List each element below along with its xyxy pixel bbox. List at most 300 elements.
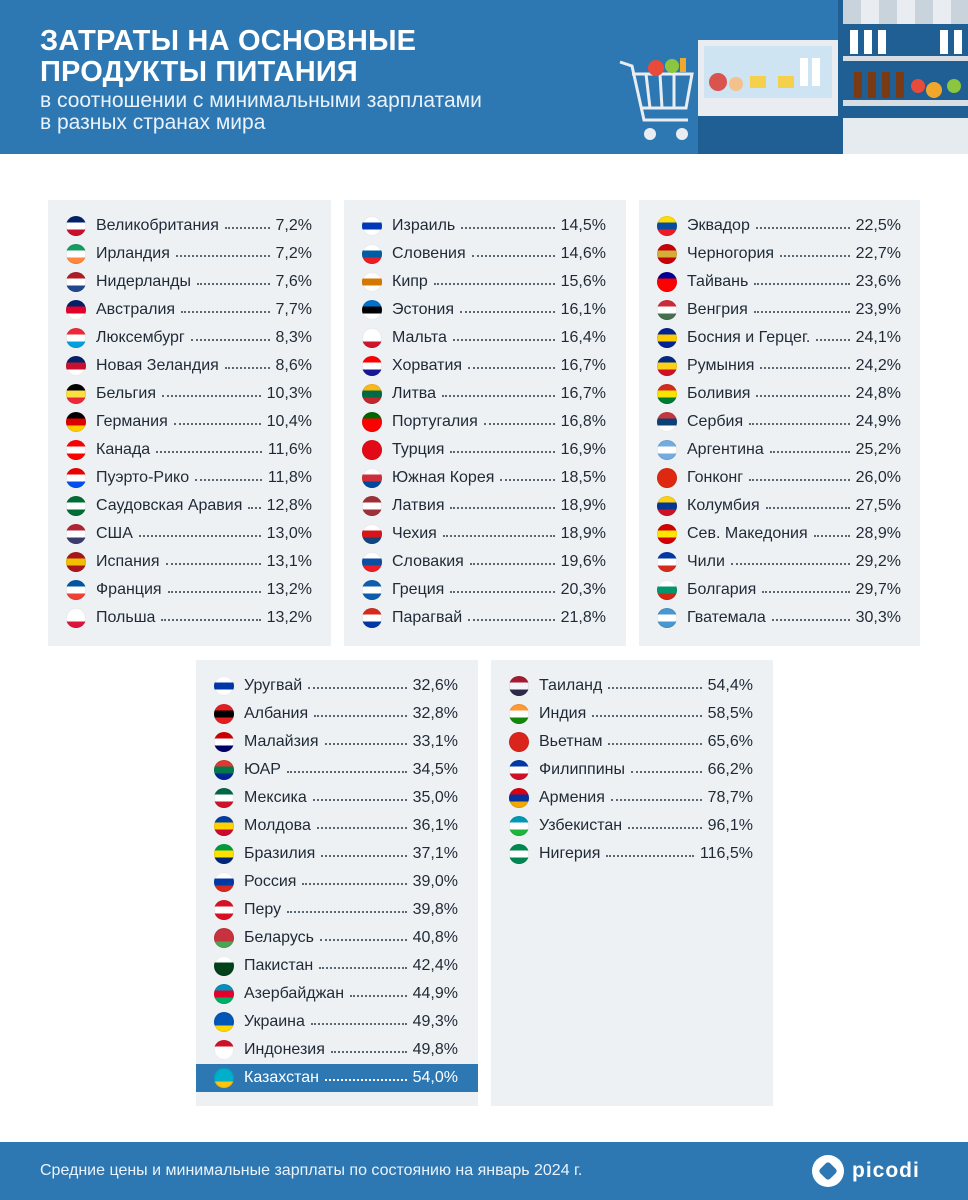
cost-percentage: 13,1% (266, 553, 312, 570)
country-name: Эстония (392, 301, 454, 318)
cost-percentage: 40,8% (412, 929, 458, 946)
country-row (66, 606, 312, 630)
country-row (509, 814, 753, 838)
country-list-panel-1 (48, 200, 331, 646)
country-name: Канада (96, 441, 151, 458)
cost-percentage: 18,9% (560, 525, 606, 542)
country-name: Перу (244, 901, 282, 918)
cost-percentage: 11,6% (267, 441, 312, 458)
dot-leader (443, 535, 555, 537)
cost-percentage: 20,3% (560, 581, 606, 598)
dot-leader (350, 995, 407, 997)
title-line-1: ЗАТРАТЫ НА ОСНОВНЫЕ (40, 25, 417, 57)
country-name: Сербия (687, 413, 744, 430)
country-name: Польша (96, 609, 156, 626)
cost-percentage: 7,2% (275, 217, 312, 234)
country-flag-icon (66, 552, 86, 572)
cost-percentage: 23,6% (855, 273, 901, 290)
country-name: Боливия (687, 385, 751, 402)
country-name: Израиль (392, 217, 456, 234)
dot-leader (756, 395, 849, 397)
country-row (362, 522, 606, 546)
country-list-panel-3 (639, 200, 920, 646)
dot-leader (191, 339, 270, 341)
country-flag-icon (66, 356, 86, 376)
country-name: Германия (96, 413, 168, 430)
country-flag-icon (66, 468, 86, 488)
country-flag-icon (214, 676, 234, 696)
country-row (362, 270, 606, 294)
country-row (66, 326, 312, 350)
country-flag-icon (66, 524, 86, 544)
country-name: Аргентина (687, 441, 764, 458)
country-name: Албания (244, 705, 309, 722)
dot-leader (225, 367, 270, 369)
country-name: Тайвань (687, 273, 749, 290)
dot-leader (320, 939, 407, 941)
dot-leader (814, 535, 850, 537)
country-name: Франция (96, 581, 162, 598)
country-row (509, 842, 753, 866)
country-row (66, 298, 312, 322)
country-name: Венгрия (687, 301, 748, 318)
dot-leader (450, 451, 554, 453)
cost-percentage: 13,2% (266, 581, 312, 598)
country-flag-icon (657, 496, 677, 516)
country-row (66, 466, 312, 490)
cost-percentage: 12,8% (266, 497, 312, 514)
country-row (196, 1064, 478, 1092)
cost-percentage: 16,4% (560, 329, 606, 346)
country-flag-icon (214, 1068, 234, 1088)
country-name: Пуэрто-Рико (96, 469, 190, 486)
country-row (214, 674, 458, 698)
dot-leader (450, 507, 554, 509)
dot-leader (450, 591, 554, 593)
dot-leader (225, 227, 270, 229)
country-row (214, 1038, 458, 1062)
dot-leader (484, 423, 555, 425)
picodi-logo-text: picodi (852, 1159, 920, 1182)
country-row (509, 702, 753, 726)
country-name: Бразилия (244, 845, 316, 862)
country-name: Узбекистан (539, 817, 623, 834)
country-flag-icon (362, 608, 382, 628)
header-banner (0, 0, 968, 154)
country-flag-icon (214, 984, 234, 1004)
country-list-panel-5 (491, 660, 773, 1106)
cost-percentage: 16,1% (560, 301, 606, 318)
cost-percentage: 24,1% (855, 329, 901, 346)
country-row (509, 786, 753, 810)
country-name: Азербайджан (244, 985, 345, 1002)
country-name: Парагвай (392, 609, 463, 626)
country-row (214, 702, 458, 726)
country-name: Мальта (392, 329, 447, 346)
cost-percentage: 29,7% (855, 581, 901, 598)
dot-leader (248, 507, 260, 509)
country-row (66, 242, 312, 266)
country-flag-icon (214, 732, 234, 752)
cost-percentage: 16,7% (560, 357, 606, 374)
cost-percentage: 16,7% (560, 385, 606, 402)
cost-percentage: 24,8% (855, 385, 901, 402)
country-row (657, 438, 901, 462)
country-name: Армения (539, 789, 605, 806)
country-flag-icon (509, 704, 529, 724)
country-row (214, 758, 458, 782)
cost-percentage: 24,9% (855, 413, 901, 430)
country-name: Вьетнам (539, 733, 603, 750)
country-row (214, 786, 458, 810)
dot-leader (442, 395, 555, 397)
country-flag-icon (66, 216, 86, 236)
country-flag-icon (214, 816, 234, 836)
country-row (362, 606, 606, 630)
country-flag-icon (657, 216, 677, 236)
dot-leader (319, 967, 406, 969)
country-name: Чили (687, 553, 725, 570)
country-flag-icon (362, 300, 382, 320)
cost-percentage: 27,5% (855, 497, 901, 514)
country-flag-icon (66, 580, 86, 600)
dot-leader (592, 715, 701, 717)
country-name: Португалия (392, 413, 478, 430)
country-row (362, 550, 606, 574)
country-flag-icon (657, 608, 677, 628)
country-flag-icon (362, 244, 382, 264)
country-flag-icon (362, 496, 382, 516)
dot-leader (325, 1079, 407, 1081)
dot-leader (311, 1023, 407, 1025)
country-flag-icon (657, 356, 677, 376)
dot-leader (321, 855, 406, 857)
country-name: Мексика (244, 789, 307, 806)
country-row (362, 354, 606, 378)
country-flag-icon (657, 552, 677, 572)
country-name: Австралия (96, 301, 176, 318)
country-flag-icon (509, 844, 529, 864)
country-name: Греция (392, 581, 445, 598)
dot-leader (461, 227, 554, 229)
country-flag-icon (66, 440, 86, 460)
country-row (657, 410, 901, 434)
cost-percentage: 8,3% (275, 329, 312, 346)
country-flag-icon (362, 328, 382, 348)
country-name: США (96, 525, 133, 542)
country-row (362, 466, 606, 490)
country-row (657, 606, 901, 630)
country-row (66, 214, 312, 238)
country-row (66, 578, 312, 602)
country-row (362, 214, 606, 238)
country-name: Россия (244, 873, 297, 890)
cost-percentage: 10,3% (266, 385, 312, 402)
country-row (509, 730, 753, 754)
country-flag-icon (657, 272, 677, 292)
country-row (362, 438, 606, 462)
cost-percentage: 37,1% (412, 845, 458, 862)
dot-leader (468, 367, 555, 369)
country-flag-icon (362, 524, 382, 544)
cost-percentage: 34,5% (412, 761, 458, 778)
country-name: Болгария (687, 581, 757, 598)
country-row (657, 550, 901, 574)
country-name: Литва (392, 385, 436, 402)
country-row (657, 298, 901, 322)
cost-percentage: 18,9% (560, 497, 606, 514)
country-row (657, 466, 901, 490)
country-flag-icon (214, 900, 234, 920)
dot-leader (816, 339, 849, 341)
country-flag-icon (657, 244, 677, 264)
country-flag-icon (657, 412, 677, 432)
cost-percentage: 14,6% (560, 245, 606, 262)
country-flag-icon (657, 328, 677, 348)
country-name: Гватемала (687, 609, 766, 626)
cost-percentage: 78,7% (707, 789, 753, 806)
country-flag-icon (66, 300, 86, 320)
dot-leader (631, 771, 702, 773)
dot-leader (156, 451, 262, 453)
country-flag-icon (66, 272, 86, 292)
dot-leader (453, 339, 555, 341)
dot-leader (472, 255, 555, 257)
country-flag-icon (214, 1040, 234, 1060)
dot-leader (760, 367, 849, 369)
country-name: Гонконг (687, 469, 744, 486)
country-name: Великобритания (96, 217, 219, 234)
title-line-2: ПРОДУКТЫ ПИТАНИЯ (40, 56, 358, 88)
dot-leader (174, 423, 261, 425)
country-name: Южная Корея (392, 469, 495, 486)
dot-leader (606, 855, 694, 857)
cost-percentage: 32,8% (412, 705, 458, 722)
country-flag-icon (509, 816, 529, 836)
country-flag-icon (214, 844, 234, 864)
cost-percentage: 44,9% (412, 985, 458, 1002)
cost-percentage: 29,2% (855, 553, 901, 570)
country-row (66, 550, 312, 574)
country-flag-icon (657, 524, 677, 544)
cost-percentage: 22,5% (855, 217, 901, 234)
cost-percentage: 54,0% (412, 1069, 458, 1086)
dot-leader (762, 591, 849, 593)
page-title (40, 26, 416, 88)
cost-percentage: 14,5% (560, 217, 606, 234)
country-name: Турция (392, 441, 445, 458)
country-row (657, 354, 901, 378)
cost-percentage: 35,0% (412, 789, 458, 806)
dot-leader (161, 619, 260, 621)
country-row (66, 270, 312, 294)
dot-leader (780, 255, 850, 257)
country-flag-icon (509, 760, 529, 780)
dot-leader (434, 283, 555, 285)
country-name: Нигерия (539, 845, 601, 862)
cost-percentage: 33,1% (412, 733, 458, 750)
country-row (657, 242, 901, 266)
dot-leader (166, 563, 261, 565)
country-row (657, 578, 901, 602)
cost-percentage: 10,4% (266, 413, 312, 430)
cost-percentage: 30,3% (855, 609, 901, 626)
country-name: Латвия (392, 497, 445, 514)
country-flag-icon (66, 608, 86, 628)
dot-leader (195, 479, 262, 481)
country-row (657, 214, 901, 238)
country-flag-icon (509, 732, 529, 752)
country-flag-icon (657, 300, 677, 320)
country-row (362, 242, 606, 266)
dot-leader (754, 311, 850, 313)
country-flag-icon (214, 760, 234, 780)
cost-percentage: 25,2% (855, 441, 901, 458)
country-name: Ирландия (96, 245, 170, 262)
country-row (657, 326, 901, 350)
country-row (214, 954, 458, 978)
country-row (362, 382, 606, 406)
country-flag-icon (66, 244, 86, 264)
country-row (657, 494, 901, 518)
picodi-logo (812, 1155, 920, 1187)
cost-percentage: 21,8% (560, 609, 606, 626)
country-row (214, 898, 458, 922)
country-list-panel-2 (344, 200, 626, 646)
country-name: Люксембург (96, 329, 185, 346)
country-name: Пакистан (244, 957, 314, 974)
cost-percentage: 23,9% (855, 301, 901, 318)
dot-leader (287, 911, 407, 913)
dot-leader (302, 883, 406, 885)
country-row (214, 870, 458, 894)
dot-leader (628, 827, 702, 829)
country-row (214, 982, 458, 1006)
country-row (362, 326, 606, 350)
dot-leader (766, 507, 850, 509)
dot-leader (314, 715, 406, 717)
country-name: Сев. Македония (687, 525, 808, 542)
country-flag-icon (509, 788, 529, 808)
dot-leader (611, 799, 702, 801)
cost-percentage: 8,6% (275, 357, 312, 374)
country-row (657, 382, 901, 406)
country-flag-icon (362, 580, 382, 600)
dot-leader (181, 311, 269, 313)
dot-leader (176, 255, 270, 257)
country-name: Хорватия (392, 357, 463, 374)
country-row (66, 410, 312, 434)
dot-leader (325, 743, 407, 745)
dot-leader (317, 827, 407, 829)
country-row (509, 674, 753, 698)
country-row (214, 814, 458, 838)
country-name: Испания (96, 553, 160, 570)
country-row (657, 522, 901, 546)
cost-percentage: 28,9% (855, 525, 901, 542)
country-flag-icon (66, 496, 86, 516)
dot-leader (608, 687, 701, 689)
cost-percentage: 24,2% (855, 357, 901, 374)
country-flag-icon (362, 552, 382, 572)
dot-leader (756, 227, 850, 229)
cost-percentage: 15,6% (560, 273, 606, 290)
country-flag-icon (214, 956, 234, 976)
country-name: Казахстан (244, 1069, 319, 1086)
cost-percentage: 49,3% (412, 1013, 458, 1030)
cost-percentage: 42,4% (412, 957, 458, 974)
country-row (66, 438, 312, 462)
country-flag-icon (214, 704, 234, 724)
dot-leader (197, 283, 270, 285)
dot-leader (749, 423, 850, 425)
cost-percentage: 26,0% (855, 469, 901, 486)
country-name: Словакия (392, 553, 464, 570)
country-flag-icon (362, 412, 382, 432)
country-flag-icon (362, 216, 382, 236)
country-name: Новая Зеландия (96, 357, 219, 374)
cost-percentage: 58,5% (707, 705, 753, 722)
cost-percentage: 65,6% (707, 733, 753, 750)
dot-leader (500, 479, 554, 481)
cost-percentage: 13,2% (266, 609, 312, 626)
country-row (362, 298, 606, 322)
cost-percentage: 13,0% (266, 525, 312, 542)
country-row (214, 842, 458, 866)
country-flag-icon (657, 468, 677, 488)
country-flag-icon (657, 440, 677, 460)
dot-leader (460, 311, 555, 313)
dot-leader (308, 687, 406, 689)
country-flag-icon (362, 440, 382, 460)
country-flag-icon (362, 272, 382, 292)
country-name: Украина (244, 1013, 305, 1030)
cost-percentage: 11,8% (267, 469, 312, 486)
cost-percentage: 116,5% (699, 845, 753, 862)
cost-percentage: 54,4% (707, 677, 753, 694)
cost-percentage: 7,6% (275, 273, 312, 290)
dot-leader (139, 535, 261, 537)
dot-leader (331, 1051, 407, 1053)
country-name: Нидерланды (96, 273, 191, 290)
country-flag-icon (214, 872, 234, 892)
cost-percentage: 7,7% (275, 301, 312, 318)
dot-leader (313, 799, 407, 801)
country-name: Словения (392, 245, 466, 262)
cost-percentage: 7,2% (275, 245, 312, 262)
country-name: Молдова (244, 817, 311, 834)
grocery-store-illustration (600, 0, 968, 154)
country-flag-icon (66, 384, 86, 404)
country-flag-icon (657, 384, 677, 404)
cost-percentage: 36,1% (412, 817, 458, 834)
cost-percentage: 19,6% (560, 553, 606, 570)
cost-percentage: 39,0% (412, 873, 458, 890)
country-row (66, 522, 312, 546)
country-name: Малайзия (244, 733, 319, 750)
country-flag-icon (509, 676, 529, 696)
country-row (362, 494, 606, 518)
country-name: Эквадор (687, 217, 750, 234)
country-name: Индонезия (244, 1041, 325, 1058)
country-name: Босния и Герцег. (687, 329, 811, 346)
dot-leader (770, 451, 850, 453)
country-name: Черногория (687, 245, 775, 262)
country-name: ЮАР (244, 761, 281, 778)
country-row (214, 730, 458, 754)
dot-leader (468, 619, 554, 621)
country-row (362, 578, 606, 602)
